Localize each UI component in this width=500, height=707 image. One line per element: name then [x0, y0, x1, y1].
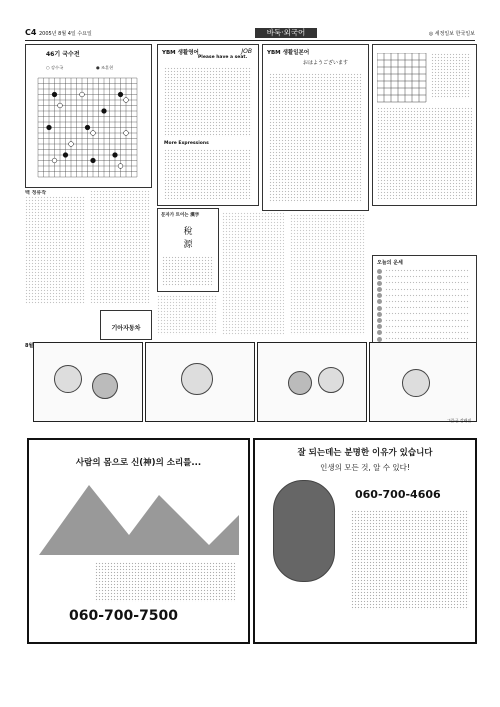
- figure-graphic: [273, 480, 335, 582]
- zodiac-row: [377, 293, 472, 299]
- zodiac-row: [377, 280, 472, 286]
- article-text-b: [222, 212, 284, 335]
- zodiac-text: [385, 331, 470, 335]
- hanja-panel: [157, 208, 219, 292]
- go-stone: [58, 103, 63, 108]
- issue-date: 2005년 8월 4일 수요일: [39, 31, 92, 37]
- page-header: [25, 26, 475, 41]
- zodiac-text: [385, 269, 470, 273]
- zodiac-row: [377, 318, 472, 324]
- go-stone: [118, 164, 123, 169]
- ad-left: [27, 438, 250, 644]
- japanese-text: [269, 73, 362, 203]
- japanese-title: おはようございます: [303, 60, 349, 66]
- english-title: Please have a seat.: [198, 55, 248, 60]
- zodiac-row: [377, 274, 472, 280]
- comic-panel-2: [145, 342, 255, 422]
- expressions-text: [164, 149, 252, 199]
- zodiac-list: [377, 268, 472, 343]
- zodiac-icon: [377, 330, 382, 335]
- character: [92, 373, 118, 399]
- zodiac-row: [377, 287, 472, 293]
- zodiac-icon: [377, 306, 382, 311]
- zodiac-icon: [377, 287, 382, 292]
- go-stone: [91, 131, 96, 136]
- zodiac-row: [377, 330, 472, 336]
- comic-title: 8월: [25, 343, 34, 349]
- ad-left-tagline: 사람의 몸으로 신(神)의 소리를...: [75, 458, 202, 468]
- comic-panel-4: [369, 342, 477, 422]
- article-text-c: [290, 214, 365, 335]
- hanja-char-2: 源: [183, 240, 193, 250]
- zodiac-icon: [377, 269, 382, 274]
- hanja-explanation: [162, 256, 214, 286]
- ad-right-subtitle: 인생의 모든 것, 알 수 있다!: [320, 463, 410, 472]
- zodiac-text: [385, 319, 470, 323]
- horoscope-panel: [372, 255, 477, 347]
- car-ad: [100, 310, 152, 340]
- japanese-logo: YBM 생활일본어: [267, 50, 310, 56]
- zodiac-icon: [377, 293, 382, 298]
- ad-right-phone: 060-700-4606: [355, 488, 441, 501]
- go-stone: [52, 92, 57, 97]
- ad-right-body: [351, 510, 469, 610]
- zodiac-row: [377, 305, 472, 311]
- baduk-commentary-2: [90, 190, 150, 305]
- go-stone: [52, 158, 57, 163]
- article-text-a: [157, 295, 217, 335]
- go-stone: [118, 92, 123, 97]
- zodiac-text: [385, 337, 470, 341]
- puzzle-grid: [377, 53, 427, 103]
- zodiac-text: [385, 312, 470, 316]
- zodiac-row: [377, 299, 472, 305]
- puzzle-panel: [372, 44, 477, 206]
- go-stone: [124, 98, 129, 103]
- go-stone: [69, 142, 74, 147]
- character: [318, 367, 344, 393]
- hanja-title: 문자가 트이는 漢字: [161, 213, 200, 218]
- zodiac-row: [377, 268, 472, 274]
- zodiac-icon: [377, 281, 382, 286]
- zodiac-text: [385, 294, 470, 298]
- zodiac-text: [385, 275, 470, 279]
- character: [54, 365, 82, 393]
- mountain-graphic: [39, 475, 239, 555]
- comic-credit: 그림·글 강태진: [446, 418, 471, 423]
- dialogue-text: [164, 67, 252, 137]
- go-stone: [102, 109, 107, 114]
- english-panel: [157, 44, 259, 206]
- english-tag: JOB: [241, 48, 252, 55]
- ad-left-phone: 060-700-7500: [69, 608, 179, 624]
- paper-name: ◎ 세정일보 한국일보: [428, 31, 475, 37]
- more-expressions: More Expressions: [164, 141, 209, 146]
- ad-right: [253, 438, 477, 644]
- japanese-panel: [262, 44, 369, 211]
- hanja-char-1: 稅: [183, 227, 193, 237]
- go-stone: [124, 131, 129, 136]
- go-stone: [113, 153, 118, 158]
- black-player: ● 조훈현: [96, 65, 114, 70]
- zodiac-icon: [377, 337, 382, 342]
- zodiac-text: [385, 300, 470, 304]
- ad-left-body: [95, 562, 235, 602]
- section-title: 바둑·외국어: [255, 28, 317, 38]
- comic-panel-3: [257, 342, 367, 422]
- baduk-commentary-1: [25, 190, 85, 305]
- puzzle-hints: [431, 53, 471, 98]
- zodiac-icon: [377, 324, 382, 329]
- commentary-text: [25, 196, 85, 304]
- puzzle-clues: [377, 107, 472, 199]
- zodiac-text: [385, 325, 470, 329]
- commentary-title: 백 정류작: [25, 190, 47, 196]
- character: [181, 363, 213, 395]
- character: [402, 369, 430, 397]
- zodiac-text: [385, 288, 470, 292]
- zodiac-icon: [377, 318, 382, 323]
- zodiac-text: [385, 306, 470, 310]
- go-stone: [85, 125, 90, 130]
- car-ad-brand: 기아자동차: [111, 325, 141, 332]
- go-board: [34, 74, 144, 182]
- character: [288, 371, 312, 395]
- zodiac-row: [377, 311, 472, 317]
- zodiac-icon: [377, 275, 382, 280]
- baduk-title: 46기 국수전: [46, 51, 80, 58]
- zodiac-row: [377, 324, 472, 330]
- go-stone: [80, 92, 85, 97]
- go-stone: [47, 125, 52, 130]
- go-stone: [91, 158, 96, 163]
- baduk-panel: [25, 44, 152, 188]
- go-stone: [63, 153, 68, 158]
- white-player: ○ 강수국: [46, 65, 64, 70]
- ad-right-tagline: 잘 되는데는 분명한 이유가 있습니다: [297, 448, 433, 458]
- zodiac-icon: [377, 299, 382, 304]
- page-number: C4: [25, 28, 37, 37]
- zodiac-text: [385, 281, 470, 285]
- comic-strip: [25, 342, 475, 424]
- comic-panel-1: [33, 342, 143, 422]
- zodiac-icon: [377, 312, 382, 317]
- commentary-text: [90, 190, 150, 303]
- horoscope-title: 오늘의 운세: [377, 260, 403, 266]
- english-logo: YBM 생활영어: [162, 50, 199, 56]
